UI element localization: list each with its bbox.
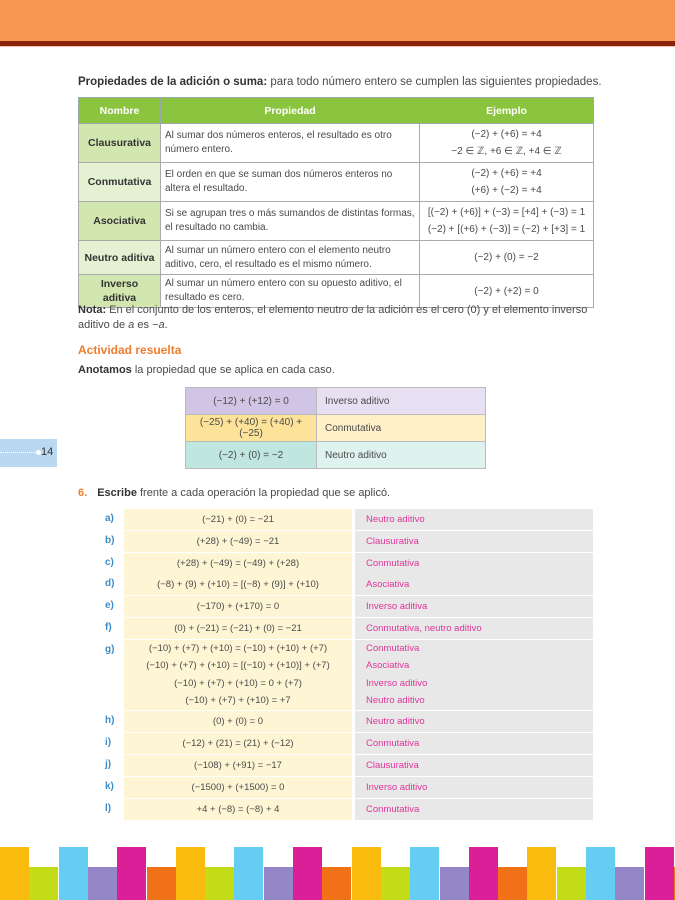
exercise-label: f): [105, 622, 112, 633]
exercise-answer: Inverso aditivo: [355, 777, 593, 798]
property-description: El orden en que se suman dos números enteros no altera el resultado.: [161, 163, 420, 202]
page-number: 14: [41, 446, 54, 458]
property-name: Conmutativa: [79, 163, 161, 202]
exercise-row: [105, 799, 593, 820]
color-bar: [440, 867, 469, 900]
header-band: [0, 0, 675, 41]
property-example: [420, 241, 594, 275]
color-bar: [293, 847, 322, 900]
activity-operation: (−25) + (+40) = (+40) + (−25): [186, 415, 317, 442]
activity-operation: (−12) + (+12) = 0: [186, 388, 317, 415]
question-6: [78, 487, 390, 499]
example-line: [(−2) + (+6)] + (−3) = [+4] + (−3) = 1: [427, 207, 586, 218]
exercise-row: [105, 618, 593, 639]
activity-property: Conmutativa: [317, 415, 486, 442]
property-name: Neutro aditiva: [79, 241, 161, 275]
color-bar: [615, 867, 644, 900]
exercise-label: a): [105, 513, 114, 524]
color-bar: [117, 847, 146, 900]
exercise-operation: (−170) + (+170) = 0: [124, 596, 352, 617]
property-name: Inverso aditiva: [79, 275, 161, 308]
property-description: Al sumar un número entero con el elemento neutro aditivo, cero, el resultado es el mismo número.: [161, 241, 420, 275]
example-line: (−2) + (+6) = +4: [471, 129, 542, 140]
exercise-operation: (0) + (−21) = (−21) + (0) = −21: [124, 618, 352, 639]
example-line: (+6) + (−2) = +4: [471, 185, 542, 196]
exercise-answer: Neutro aditivo: [355, 509, 593, 530]
exercise-row: [105, 596, 593, 617]
dotted-line: [0, 452, 36, 453]
example-line: (−2) + (0) = −2: [474, 252, 539, 263]
exercise-answer: Clausurativa: [355, 531, 593, 552]
note-text: En el conjunto de los enteros, el elemento neutro de la adición es el cero (0) y el elemento inverso aditivo de: [78, 304, 588, 331]
color-bar: [29, 867, 58, 900]
exercise-row: [105, 640, 593, 710]
color-bar: [234, 847, 263, 900]
exercise-operation: (−1500) + (+1500) = 0: [124, 777, 352, 798]
color-bar: [0, 847, 29, 900]
activity-row: [186, 415, 486, 442]
exercise-operation: +4 + (−8) = (−8) + 4: [124, 799, 352, 820]
example-line: (−2) + (+2) = 0: [474, 285, 539, 297]
color-bar: [352, 847, 381, 900]
color-bar: [557, 867, 586, 900]
answer-line: Asociativa: [366, 660, 410, 672]
header-stripe: [0, 41, 675, 47]
property-name: Clausurativa: [79, 124, 161, 163]
table-row: [79, 241, 594, 275]
color-bar: [88, 867, 117, 900]
exercise-operation: [124, 640, 352, 710]
color-bar: [645, 847, 674, 900]
exercise-row: [105, 509, 593, 530]
col-nombre: Nombre: [79, 98, 161, 124]
exercise-answer: Neutro aditivo: [355, 711, 593, 732]
activity-title: Actividad resuelta: [78, 343, 182, 357]
answer-line: Inverso aditivo: [366, 677, 428, 689]
property-description: Al sumar dos números enteros, el resultado es otro número entero.: [161, 124, 420, 163]
activity-bold: Anotamos: [78, 364, 132, 376]
exercise-answer: Conmutativa: [355, 799, 593, 820]
exercise-row: [105, 777, 593, 798]
property-description: Si se agrupan tres o más sumandos de distintas formas, el resultado no cambia.: [161, 202, 420, 241]
note-neg: −a: [152, 319, 165, 331]
question-number: 6.: [78, 487, 88, 499]
page-number-tab: [0, 439, 57, 467]
operation-line: (−10) + (+7) + (+10) = [(−10) + (+10)] + (+7): [146, 660, 330, 672]
exercise-operation: (−12) + (21) = (21) + (−12): [124, 733, 352, 754]
exercise-label: j): [105, 758, 112, 770]
properties-table: [78, 97, 594, 308]
operation-line: (−10) + (+7) + (+10) = +7: [185, 695, 291, 707]
intro-text: [78, 76, 602, 88]
note: [78, 303, 598, 333]
operation-line: (−10) + (+7) + (+10) = 0 + (+7): [174, 677, 302, 689]
question-bold: Escribe: [97, 487, 137, 499]
exercise-answer: Conmutativa: [355, 553, 593, 574]
exercise-row: [105, 574, 593, 595]
example-line: −2 ∈ ℤ, +6 ∈ ℤ, +4 ∈ ℤ: [451, 146, 562, 157]
color-bar: [176, 847, 205, 900]
exercise-operation: (−21) + (0) = −21: [124, 509, 352, 530]
exercise-label: k): [105, 780, 114, 792]
note-text2: es: [134, 319, 153, 331]
table-row: [79, 124, 594, 163]
exercise-label: b): [105, 534, 115, 546]
exercise-answer: [355, 640, 593, 710]
exercise-label: i): [105, 737, 112, 749]
answer-line: Conmutativa: [366, 642, 420, 654]
col-ejemplo: Ejemplo: [420, 98, 594, 124]
exercise-answer: Asociativa: [355, 574, 593, 595]
color-bar: [410, 847, 439, 900]
activity-instruction: [78, 364, 335, 376]
example-line: (−2) + (+6) = +4: [471, 168, 542, 179]
activity-property: Neutro aditivo: [317, 442, 486, 469]
exercise-operation: (+28) + (−49) = −21: [124, 531, 352, 552]
exercise-label: l): [105, 802, 112, 814]
exercise-answer: Clausurativa: [355, 755, 593, 776]
intro-bold: Propiedades de la adición o suma:: [78, 76, 268, 88]
property-example: [420, 202, 594, 241]
activity-text: la propiedad que se aplica en cada caso.: [131, 364, 335, 376]
color-bar: [527, 847, 556, 900]
question-text: frente a cada operación la propiedad que se aplicó.: [136, 487, 391, 499]
exercise-answer: Inverso aditiva: [355, 596, 593, 617]
exercise-operation: (−108) + (+91) = −17: [124, 755, 352, 776]
exercise-row: [105, 711, 593, 732]
col-propiedad: Propiedad: [161, 98, 420, 124]
exercise-label: c): [105, 556, 114, 568]
note-var: a: [128, 319, 135, 331]
table-row: [79, 202, 594, 241]
exercise-row: [105, 755, 593, 776]
exercise-operation: (+28) + (−49) = (−49) + (+28): [124, 553, 352, 574]
example-line: (−2) + [(+6) + (−3)] = (−2) + [+3] = 1: [427, 224, 586, 235]
answer-line: Neutro aditivo: [366, 695, 425, 707]
table-row: [79, 163, 594, 202]
exercise-operation: (0) + (0) = 0: [124, 711, 352, 732]
color-bar: [59, 847, 88, 900]
exercise-answer: Conmutativa, neutro aditivo: [355, 618, 593, 639]
color-bar: [586, 847, 615, 900]
color-bar: [322, 867, 351, 900]
exercise-operation: (−8) + (9) + (+10) = [(−8) + (9)] + (+10): [124, 574, 352, 595]
note-end: .: [164, 319, 168, 331]
activity-property: Inverso aditivo: [317, 388, 486, 415]
color-bar: [498, 867, 527, 900]
property-description: Al sumar un número entero con su opuesto aditivo, el resultado es cero.: [161, 275, 420, 308]
operation-line: (−10) + (+7) + (+10) = (−10) + (+10) + (+7): [148, 642, 328, 654]
color-bar: [147, 867, 176, 900]
color-bar: [381, 867, 410, 900]
activity-row: [186, 388, 486, 415]
exercise-label: d): [105, 578, 115, 590]
decorative-bars: [0, 847, 675, 900]
activity-row: [186, 442, 486, 469]
note-label: Nota:: [78, 304, 107, 316]
property-name: Asociativa: [79, 202, 161, 241]
exercise-label: h): [105, 715, 115, 727]
exercise-label: e): [105, 600, 114, 612]
property-example: [420, 124, 594, 163]
color-bar: [469, 847, 498, 900]
color-bar: [205, 867, 234, 900]
exercise-row: [105, 733, 593, 754]
exercise-label: g): [105, 643, 115, 655]
exercise-row: [105, 531, 593, 552]
color-bar: [264, 867, 293, 900]
exercise-row: [105, 553, 593, 574]
activity-operation: (−2) + (0) = −2: [186, 442, 317, 469]
activity-table: [185, 387, 486, 469]
property-example: [420, 163, 594, 202]
intro-body: para todo número entero se cumplen las siguientes propiedades.: [267, 76, 602, 88]
exercise-answer: Conmutativa: [355, 733, 593, 754]
